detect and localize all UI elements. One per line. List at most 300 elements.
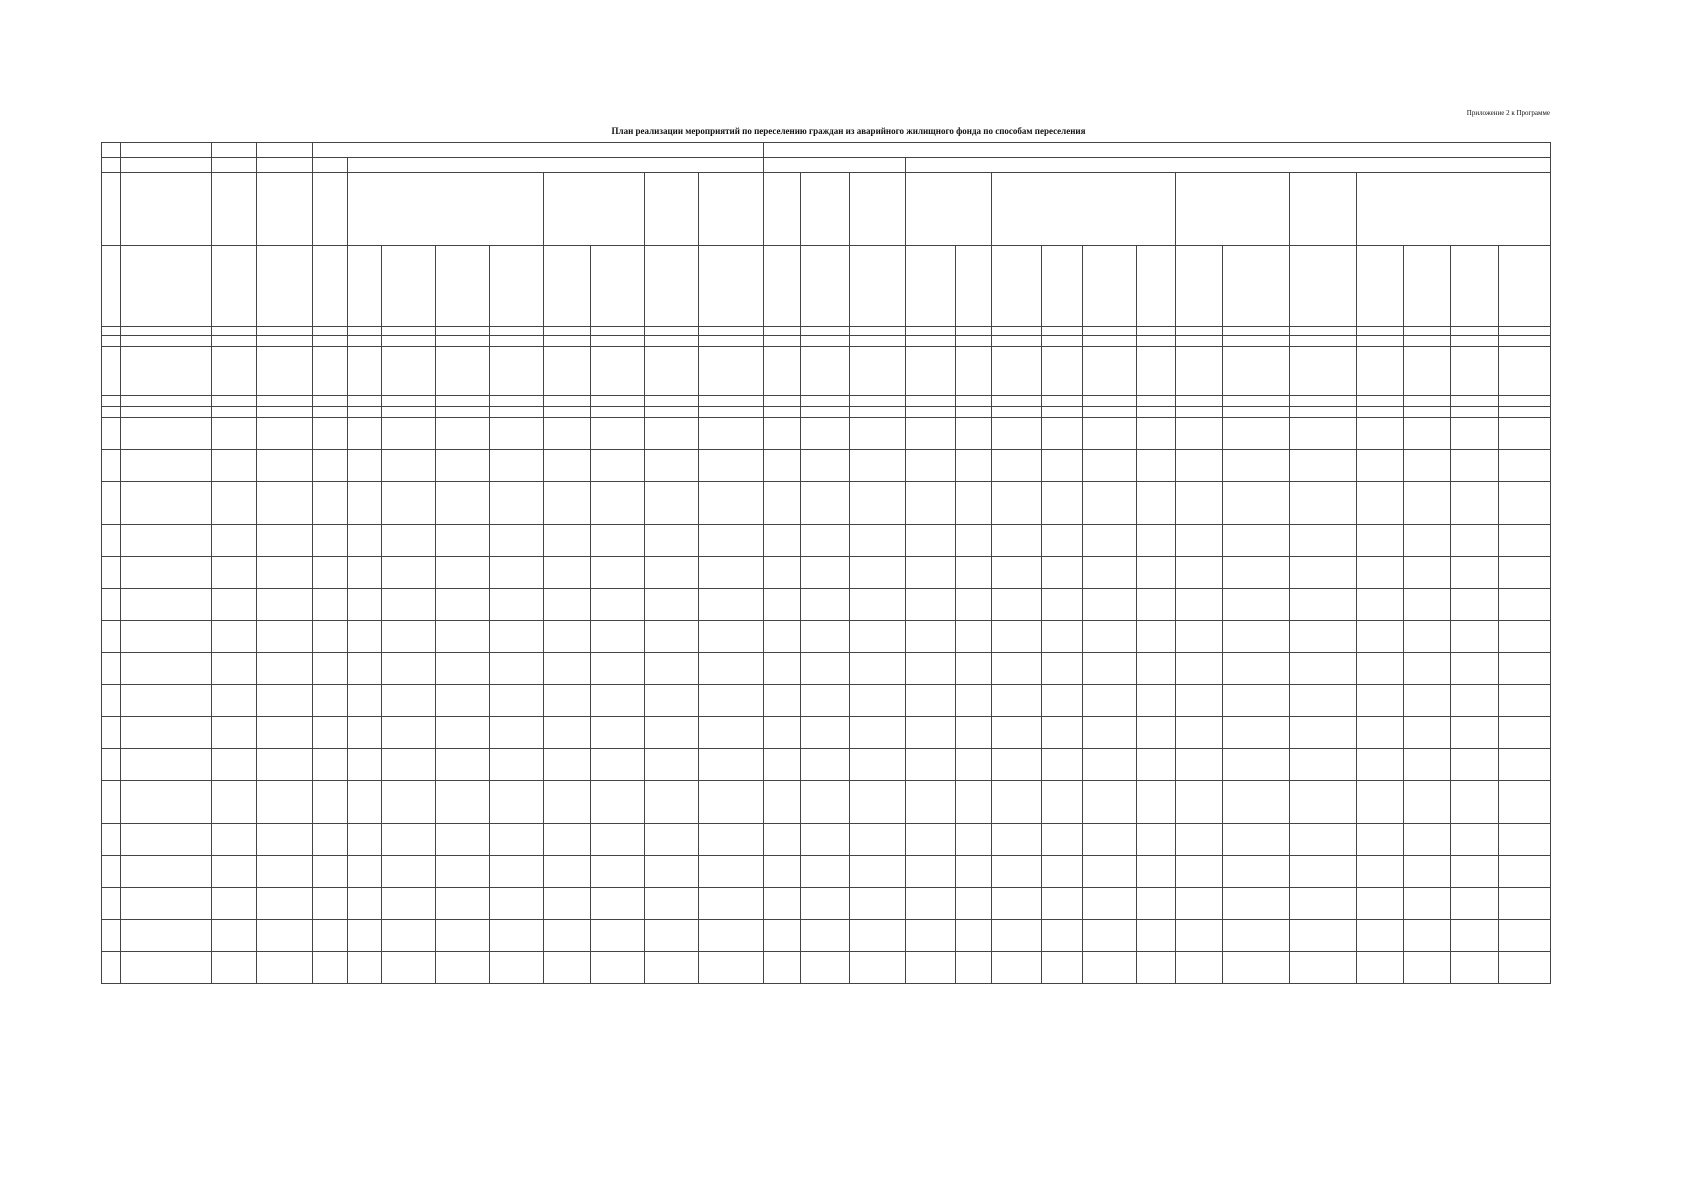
table-cell <box>906 685 956 717</box>
header-cell <box>257 173 313 246</box>
header-cell <box>1136 327 1175 336</box>
table-cell <box>1498 396 1550 407</box>
table-cell <box>1041 749 1082 781</box>
table-cell <box>211 920 256 952</box>
table-cell <box>121 685 212 717</box>
table-cell <box>436 952 490 984</box>
table-cell <box>436 525 490 557</box>
header-cell <box>347 327 381 336</box>
table-cell <box>257 685 313 717</box>
table-cell <box>490 336 544 347</box>
table-cell <box>257 717 313 749</box>
table-cell <box>257 396 313 407</box>
table-cell <box>1041 525 1082 557</box>
table-cell <box>1136 717 1175 749</box>
table-cell <box>1404 685 1451 717</box>
table-row <box>102 856 1551 888</box>
table-cell <box>436 396 490 407</box>
header-cell <box>313 143 764 158</box>
table-cell <box>382 482 436 525</box>
table-cell <box>591 407 645 418</box>
table-cell <box>102 347 121 396</box>
table-cell <box>645 589 699 621</box>
table-cell <box>850 952 906 984</box>
table-cell <box>699 336 764 347</box>
table-cell <box>763 418 800 450</box>
header-cell <box>211 173 256 246</box>
table-cell <box>102 450 121 482</box>
table-cell <box>906 347 956 396</box>
header-cell <box>645 246 699 327</box>
table-cell <box>347 920 381 952</box>
table-cell <box>591 347 645 396</box>
table-cell <box>313 856 347 888</box>
table-cell <box>1136 396 1175 407</box>
table-cell <box>211 717 256 749</box>
table-cell <box>347 856 381 888</box>
table-cell <box>763 396 800 407</box>
table-cell <box>992 781 1042 824</box>
table-cell <box>436 482 490 525</box>
table-cell <box>490 525 544 557</box>
table-cell <box>1289 888 1356 920</box>
table-cell <box>102 418 121 450</box>
table-cell <box>1451 781 1498 824</box>
table-cell <box>257 450 313 482</box>
table-cell <box>1175 407 1222 418</box>
table-cell <box>1222 621 1289 653</box>
table-cell <box>1404 482 1451 525</box>
table-cell <box>1136 450 1175 482</box>
table-cell <box>992 888 1042 920</box>
table-cell <box>102 717 121 749</box>
table-cell <box>1451 888 1498 920</box>
header-cell <box>645 173 699 246</box>
table-cell <box>543 396 590 407</box>
header-cell <box>543 327 590 336</box>
table-cell <box>850 856 906 888</box>
table-cell <box>800 396 850 407</box>
table-cell <box>955 781 992 824</box>
table-cell <box>102 856 121 888</box>
table-cell <box>1289 407 1356 418</box>
table-cell <box>121 781 212 824</box>
table-cell <box>490 749 544 781</box>
table-cell <box>906 450 956 482</box>
table-cell <box>906 781 956 824</box>
table-cell <box>992 525 1042 557</box>
table-cell <box>1356 621 1403 653</box>
table-cell <box>211 589 256 621</box>
header-cell <box>1404 327 1451 336</box>
table-cell <box>850 407 906 418</box>
table-cell <box>543 856 590 888</box>
header-cell <box>906 246 956 327</box>
table-cell <box>543 407 590 418</box>
table-cell <box>1451 621 1498 653</box>
table-row <box>102 482 1551 525</box>
table-cell <box>121 557 212 589</box>
header-cell <box>763 143 1550 158</box>
table-cell <box>1136 781 1175 824</box>
table-cell <box>645 450 699 482</box>
table-cell <box>436 685 490 717</box>
table-cell <box>382 685 436 717</box>
table-cell <box>955 482 992 525</box>
table-cell <box>543 418 590 450</box>
table-cell <box>1498 653 1550 685</box>
table-cell <box>1356 347 1403 396</box>
table-cell <box>121 525 212 557</box>
table-cell <box>1404 717 1451 749</box>
table-cell <box>436 749 490 781</box>
table-cell <box>1404 407 1451 418</box>
table-cell <box>1222 920 1289 952</box>
table-cell <box>543 781 590 824</box>
table-cell <box>211 824 256 856</box>
table-cell <box>1498 952 1550 984</box>
table-cell <box>211 450 256 482</box>
table-cell <box>1082 920 1136 952</box>
table-cell <box>1175 653 1222 685</box>
resettlement-table <box>101 142 1551 984</box>
header-cell <box>121 173 212 246</box>
header-cell <box>102 143 121 158</box>
table-cell <box>850 418 906 450</box>
table-row <box>102 525 1551 557</box>
header-cell <box>1289 327 1356 336</box>
table-cell <box>543 685 590 717</box>
header-cell <box>347 246 381 327</box>
table-cell <box>382 856 436 888</box>
table-cell <box>257 653 313 685</box>
table-cell <box>436 824 490 856</box>
header-cell <box>1175 246 1222 327</box>
table-cell <box>591 418 645 450</box>
table-cell <box>121 347 212 396</box>
header-cell <box>1404 246 1451 327</box>
table-cell <box>591 653 645 685</box>
table-cell <box>436 589 490 621</box>
header-cell <box>313 246 347 327</box>
header-cell <box>490 246 544 327</box>
table-cell <box>1451 653 1498 685</box>
table-cell <box>121 418 212 450</box>
table-cell <box>800 450 850 482</box>
table-cell <box>436 418 490 450</box>
table-cell <box>257 781 313 824</box>
table-cell <box>1175 824 1222 856</box>
header-cell <box>1289 173 1356 246</box>
table-cell <box>1222 418 1289 450</box>
table-cell <box>1222 525 1289 557</box>
table-cell <box>1404 824 1451 856</box>
table-cell <box>645 781 699 824</box>
table-cell <box>211 749 256 781</box>
table-cell <box>992 482 1042 525</box>
table-cell <box>906 856 956 888</box>
table-cell <box>1289 347 1356 396</box>
table-cell <box>1289 450 1356 482</box>
table-cell <box>121 396 212 407</box>
document-caption: Приложение 2 к Программе <box>1466 109 1550 117</box>
header-cell <box>699 173 764 246</box>
table-cell <box>591 888 645 920</box>
table-cell <box>257 347 313 396</box>
table-cell <box>645 347 699 396</box>
table-cell <box>1082 621 1136 653</box>
table-cell <box>490 856 544 888</box>
table-cell <box>1289 781 1356 824</box>
header-cell <box>699 246 764 327</box>
header-cell <box>992 327 1042 336</box>
table-cell <box>382 920 436 952</box>
table-cell <box>1041 589 1082 621</box>
table-cell <box>1498 621 1550 653</box>
table-cell <box>1136 621 1175 653</box>
table-cell <box>121 450 212 482</box>
table-cell <box>1356 589 1403 621</box>
table-cell <box>543 952 590 984</box>
table-cell <box>347 482 381 525</box>
table-cell <box>490 781 544 824</box>
table-cell <box>955 557 992 589</box>
table-cell <box>1356 781 1403 824</box>
table-cell <box>645 824 699 856</box>
table-cell <box>347 952 381 984</box>
header-cell <box>1356 246 1403 327</box>
table-cell <box>645 482 699 525</box>
table-cell <box>1498 525 1550 557</box>
table-cell <box>955 653 992 685</box>
table-cell <box>906 418 956 450</box>
table-cell <box>1404 589 1451 621</box>
table-cell <box>850 717 906 749</box>
table-cell <box>1082 781 1136 824</box>
table-cell <box>850 749 906 781</box>
table-cell <box>1041 396 1082 407</box>
header-cell <box>121 158 212 173</box>
table-cell <box>121 888 212 920</box>
table-cell <box>699 653 764 685</box>
table-cell <box>800 557 850 589</box>
table-cell <box>1082 450 1136 482</box>
table-cell <box>699 717 764 749</box>
table-cell <box>121 589 212 621</box>
table-cell <box>591 396 645 407</box>
table-cell <box>800 717 850 749</box>
header-cell <box>382 246 436 327</box>
table-cell <box>1175 888 1222 920</box>
header-cell <box>102 327 121 336</box>
table-cell <box>543 920 590 952</box>
table-cell <box>1082 888 1136 920</box>
table-cell <box>382 450 436 482</box>
table-cell <box>543 482 590 525</box>
table-cell <box>1498 717 1550 749</box>
table-cell <box>1082 824 1136 856</box>
table-cell <box>1451 482 1498 525</box>
table-cell <box>382 557 436 589</box>
table-row <box>102 781 1551 824</box>
header-cell <box>347 158 763 173</box>
table-cell <box>763 749 800 781</box>
table-cell <box>955 856 992 888</box>
header-cell <box>543 173 644 246</box>
table-cell <box>906 336 956 347</box>
table-cell <box>699 418 764 450</box>
table-cell <box>382 621 436 653</box>
table-cell <box>763 557 800 589</box>
header-cell <box>591 246 645 327</box>
header-cell <box>763 327 800 336</box>
table-cell <box>1498 336 1550 347</box>
table-cell <box>102 525 121 557</box>
table-cell <box>313 589 347 621</box>
table-cell <box>850 525 906 557</box>
table-cell <box>490 621 544 653</box>
table-cell <box>645 717 699 749</box>
table-cell <box>645 685 699 717</box>
table-cell <box>591 450 645 482</box>
table-cell <box>382 952 436 984</box>
table-cell <box>645 418 699 450</box>
table-cell <box>1289 336 1356 347</box>
table-cell <box>1451 336 1498 347</box>
table-cell <box>645 525 699 557</box>
table-cell <box>800 347 850 396</box>
table-cell <box>382 749 436 781</box>
table-cell <box>1136 347 1175 396</box>
table-cell <box>955 347 992 396</box>
table-cell <box>591 525 645 557</box>
table-cell <box>591 749 645 781</box>
header-cell <box>121 246 212 327</box>
table-cell <box>313 525 347 557</box>
table-cell <box>313 920 347 952</box>
table-cell <box>102 557 121 589</box>
table-cell <box>543 347 590 396</box>
table-cell <box>955 621 992 653</box>
table-cell <box>211 336 256 347</box>
table-cell <box>850 347 906 396</box>
table-cell <box>490 685 544 717</box>
header-cell <box>906 158 1551 173</box>
table-cell <box>992 589 1042 621</box>
table-cell <box>1498 407 1550 418</box>
table-cell <box>992 336 1042 347</box>
table-cell <box>992 621 1042 653</box>
table-cell <box>1356 418 1403 450</box>
table-cell <box>992 347 1042 396</box>
table-cell <box>543 749 590 781</box>
table-cell <box>850 396 906 407</box>
table-cell <box>382 824 436 856</box>
table-cell <box>490 589 544 621</box>
table-cell <box>699 749 764 781</box>
table-cell <box>313 482 347 525</box>
table-cell <box>1041 717 1082 749</box>
table-cell <box>490 450 544 482</box>
table-cell <box>763 781 800 824</box>
header-cell <box>1498 246 1550 327</box>
table-cell <box>436 347 490 396</box>
table-cell <box>800 888 850 920</box>
table-cell <box>436 653 490 685</box>
table-cell <box>436 920 490 952</box>
table-cell <box>1498 685 1550 717</box>
table-cell <box>1222 407 1289 418</box>
table-cell <box>1082 749 1136 781</box>
table-cell <box>1041 482 1082 525</box>
table-cell <box>382 888 436 920</box>
table-cell <box>699 920 764 952</box>
table-cell <box>382 653 436 685</box>
table-cell <box>102 336 121 347</box>
table-cell <box>699 407 764 418</box>
table-cell <box>591 717 645 749</box>
table-cell <box>1175 482 1222 525</box>
table-cell <box>1356 749 1403 781</box>
table-cell <box>211 396 256 407</box>
table-cell <box>1451 407 1498 418</box>
table-cell <box>1175 450 1222 482</box>
table-cell <box>1404 450 1451 482</box>
table-cell <box>257 407 313 418</box>
table-row <box>102 888 1551 920</box>
table-cell <box>121 653 212 685</box>
table-cell <box>1498 856 1550 888</box>
table-cell <box>313 336 347 347</box>
table-cell <box>313 749 347 781</box>
table-cell <box>645 621 699 653</box>
table-cell <box>1451 717 1498 749</box>
table-cell <box>347 781 381 824</box>
table-cell <box>800 920 850 952</box>
header-cell <box>211 327 256 336</box>
table-cell <box>121 482 212 525</box>
table-cell <box>121 856 212 888</box>
table-cell <box>1082 525 1136 557</box>
table-cell <box>313 717 347 749</box>
table-cell <box>490 824 544 856</box>
table-cell <box>257 336 313 347</box>
table-row <box>102 653 1551 685</box>
table-cell <box>1222 888 1289 920</box>
table-cell <box>211 856 256 888</box>
table-cell <box>1222 685 1289 717</box>
table-cell <box>763 653 800 685</box>
table-cell <box>763 952 800 984</box>
table-cell <box>436 557 490 589</box>
table-row <box>102 589 1551 621</box>
table-cell <box>1222 952 1289 984</box>
table-cell <box>1222 557 1289 589</box>
table-cell <box>1136 952 1175 984</box>
table-cell <box>382 396 436 407</box>
table-cell <box>102 952 121 984</box>
header-cell <box>763 158 905 173</box>
table-cell <box>1289 396 1356 407</box>
table-cell <box>699 952 764 984</box>
table-cell <box>850 589 906 621</box>
table-cell <box>800 824 850 856</box>
header-cell <box>1451 246 1498 327</box>
table-cell <box>1082 336 1136 347</box>
table-cell <box>1404 781 1451 824</box>
header-cell <box>382 327 436 336</box>
table-cell <box>257 525 313 557</box>
